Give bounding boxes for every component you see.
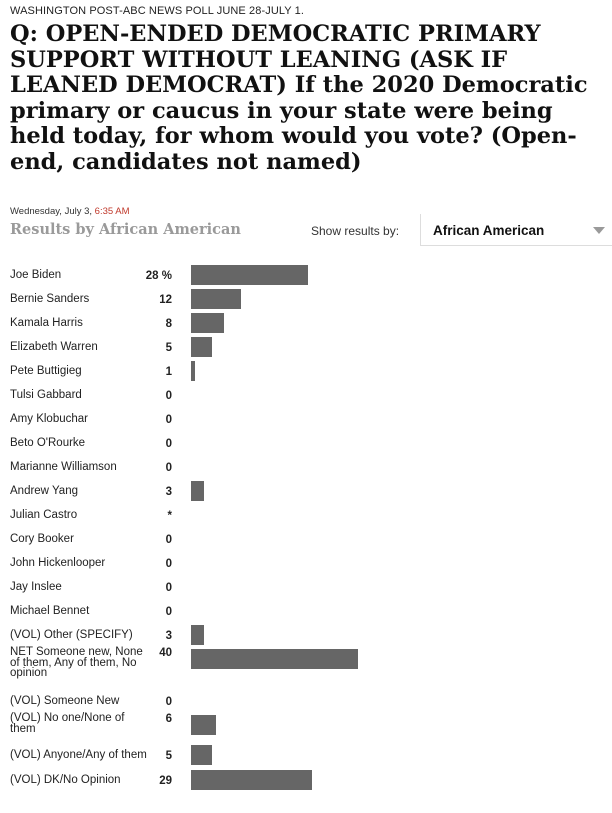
candidate-label: Julian Castro xyxy=(10,509,78,521)
value-bar xyxy=(191,745,212,765)
value-label: 0 xyxy=(165,462,172,474)
candidate-label: Andrew Yang xyxy=(10,485,78,497)
value-bar xyxy=(191,361,195,381)
candidate-label: (VOL) Anyone/Any of them xyxy=(10,749,147,761)
value-label: 28 % xyxy=(145,270,172,282)
chevron-down-icon[interactable] xyxy=(593,227,605,234)
show-results-label: Show results by: xyxy=(311,224,400,238)
value-label: 3 xyxy=(165,486,172,498)
candidate-label: Jay Inslee xyxy=(10,581,62,593)
candidate-label: Tulsi Gabbard xyxy=(10,389,82,401)
value-label: 0 xyxy=(165,438,172,450)
candidate-label: Pete Buttigieg xyxy=(10,365,82,377)
value-label: 12 xyxy=(159,294,172,306)
value-label: * xyxy=(167,510,172,522)
value-label: 5 xyxy=(165,342,172,354)
value-bar xyxy=(191,715,216,735)
candidate-label: Cory Booker xyxy=(10,533,74,545)
candidate-label: Michael Bennet xyxy=(10,605,90,617)
candidate-label: Beto O'Rourke xyxy=(10,437,86,449)
value-bar xyxy=(191,625,204,645)
value-label: 0 xyxy=(165,696,172,708)
poll-kicker: WASHINGTON POST-ABC NEWS POLL JUNE 28-JULY 1. xyxy=(10,5,305,17)
value-bar xyxy=(191,337,212,357)
candidate-label: (VOL) DK/No Opinion xyxy=(10,774,121,786)
candidate-label: Elizabeth Warren xyxy=(10,341,98,353)
value-bar xyxy=(191,313,224,333)
value-bar xyxy=(191,481,204,501)
candidate-label: (VOL) Someone New xyxy=(10,695,120,707)
candidate-label: Amy Klobuchar xyxy=(10,413,88,425)
value-label: 0 xyxy=(165,558,172,570)
dropdown-selected-value: African American xyxy=(433,223,545,238)
candidate-label: NET Someone new, None of them, Any of them, No opinion xyxy=(10,646,143,679)
value-label: 29 xyxy=(159,775,172,787)
candidate-label: Kamala Harris xyxy=(10,317,83,329)
value-bar xyxy=(191,265,308,285)
value-label: 3 xyxy=(165,630,172,642)
value-bar xyxy=(191,289,241,309)
value-label: 0 xyxy=(165,534,172,546)
value-label: 0 xyxy=(165,390,172,402)
dateline xyxy=(10,206,130,217)
candidate-label: Marianne Williamson xyxy=(10,461,117,473)
value-label: 0 xyxy=(165,414,172,426)
value-label: 5 xyxy=(165,750,172,762)
question-title: Q: OPEN-ENDED DEMOCRATIC PRIMARY SUPPORT WITHOUT LEANING (ASK IF LEANED DEMOCRAT) If the 2020 Democratic primary or caucus in your state were being held today, for whom would you vote? (Open-end, candidates not named) xyxy=(10,21,588,175)
time-text: 6:35 AM xyxy=(94,206,130,217)
candidate-label: Bernie Sanders xyxy=(10,293,90,305)
value-bar xyxy=(191,649,358,669)
results-dropdown[interactable] xyxy=(420,214,612,246)
value-label: 8 xyxy=(165,318,172,330)
value-label: 6 xyxy=(165,713,172,725)
candidate-label: (VOL) Other (SPECIFY) xyxy=(10,629,133,641)
results-by-heading: Results by African American xyxy=(10,221,241,238)
value-label: 0 xyxy=(165,582,172,594)
date-text: Wednesday, July 3, xyxy=(10,206,93,217)
value-label: 40 xyxy=(159,647,172,659)
value-label: 0 xyxy=(165,606,172,618)
candidate-label: John Hickenlooper xyxy=(10,557,106,569)
value-label: 1 xyxy=(165,366,172,378)
candidate-label: Joe Biden xyxy=(10,269,62,281)
candidate-label: (VOL) No one/None of them xyxy=(10,712,125,735)
value-bar xyxy=(191,770,312,790)
